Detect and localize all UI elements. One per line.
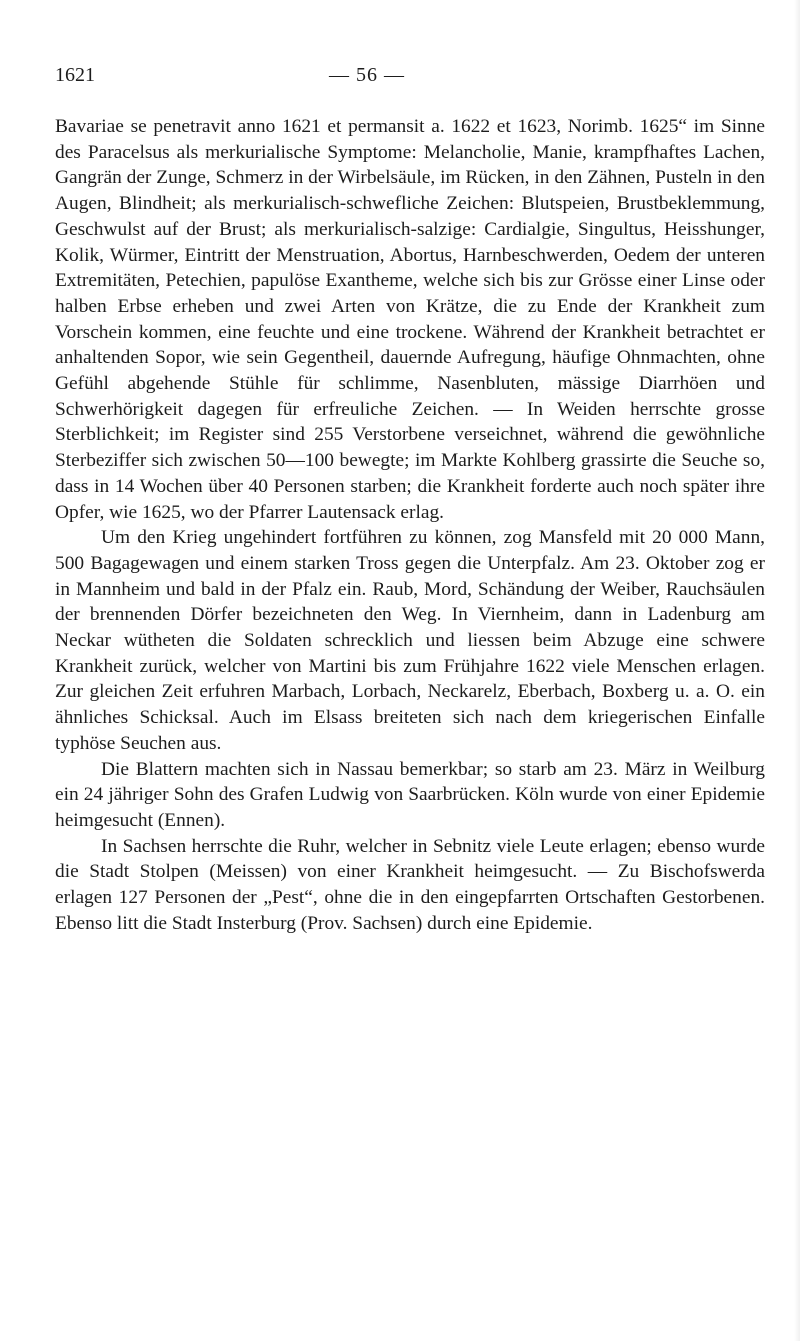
- paragraph-blattern: Die Blattern machten sich in Nassau bemerkbar; so starb am 23. März in Weilburg ein 24 jähriger Sohn des Grafen Ludwig von Saarbrücken. Köln wurde von einer Epidemie heimgesucht (Ennen).: [55, 758, 765, 831]
- page-edge-shadow: [794, 0, 800, 1341]
- body-text: [55, 114, 765, 937]
- paragraph-mansfeld: Um den Krieg ungehindert fortführen zu können, zog Mansfeld mit 20 000 Mann, 500 Bagagewagen und einem starken Tross gegen die Unterpfalz. Am 23. Oktober zog er in Mannheim und bald in der Pfalz ein. Raub, Mord, Schändung der Weiber, Rauchsäulen der brennenden Dörfer bezeichneten den Weg. In Viernheim, dann in Ladenburg am Neckar wütheten die Soldaten schrecklich und liessen beim Abzuge eine schwere Krankheit zurück, welcher von Martini bis zum Frühjahre 1622 viele Menschen erlagen. Zur gleichen Zeit erfuhren Marbach, Lorbach, Neckarelz, Eberbach, Boxberg u. a. O. ein ähnliches Schicksal. Auch im Elsass breiteten sich nach dem kriegerischen Einfalle typhöse Seuchen aus.: [55, 527, 765, 754]
- running-header: [55, 60, 695, 90]
- page-number: — 56 —: [329, 64, 405, 86]
- paragraph-sachsen: In Sachsen herrschte die Ruhr, welcher in Sebnitz viele Leute erlagen; ebenso wurde die Stadt Stolpen (Meissen) von einer Krankheit heimgesucht. — Zu Bischofswerda erlagen 127 Personen der „Pest“, ohne die in den eingepfarrten Ortschaften Gestorbenen. Ebenso litt die Stadt Insterburg (Prov. Sachsen) durch eine Epidemie.: [55, 835, 765, 934]
- paragraph-continued: Bavariae se penetravit anno 1621 et permansit a. 1622 et 1623, Norimb. 1625“ im Sinne des Paracelsus als merkurialische Symptome: Melancholie, Manie, krampfhaftes Lachen, Gangrän der Zunge, Schmerz in der Wirbelsäule, im Rücken, in den Zähnen, Pusteln in den Augen, Blindheit; als merkurialisch-schwefliche Zeichen: Blutspeien, Brustbeklemmung, Geschwulst auf der Brust; als merkurialisch-salzige: Cardialgie, Singultus, Heisshunger, Kolik, Würmer, Eintritt der Menstruation, Abortus, Harnbeschwerden, Oedem der unteren Extremitäten, Petechien, papulöse Exantheme, welche sich bis zur Grösse einer Linse oder halben Erbse erheben und zwei Arten von Krätze, die zu Ende der Krankheit zum Vorschein kommen, eine feuchte und eine trockene. Während der Krankheit betrachtet er anhaltenden Sopor, wie sein Gegentheil, dauernde Aufregung, häufige Ohnmachten, ohne Gefühl abgehende Stühle für schlimme, Nasenbluten, mässige Diarrhöen und Schwerhörigkeit dagegen für erfreuliche Zeichen. — In Weiden herrschte grosse Sterblichkeit; im Register sind 255 Verstorbene verseichnet, während die gewöhnliche Sterbeziffer sich zwischen 50—100 bewegte; im Markte Kohlberg grassirte die Seuche so, dass in 14 Wochen über 40 Personen starben; die Krankheit forderte auch noch später ihre Opfer, wie 1625, wo der Pfarrer Lautensack erlag.: [55, 116, 765, 523]
- header-year: 1621: [55, 64, 95, 86]
